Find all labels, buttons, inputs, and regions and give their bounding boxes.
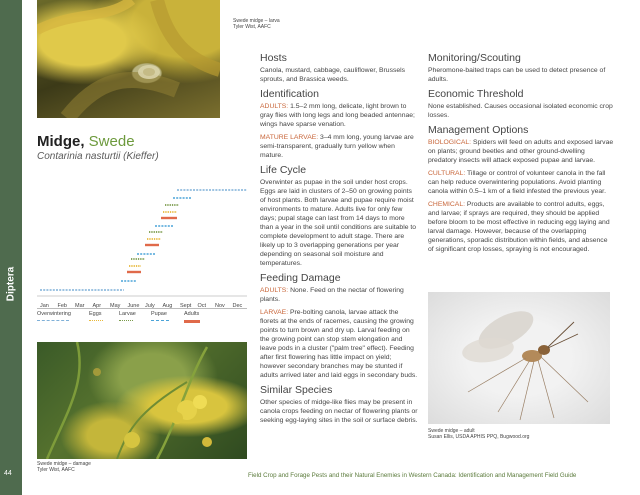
legend-adults: Adults bbox=[184, 311, 200, 317]
month-label-apr: Apr bbox=[92, 303, 102, 309]
life-cycle-text: Overwinter as pupae in the soil under host crops. Eggs are laid in clusters of 2–50 on growing points of host plants. Both larvae and pupae require moist environments to mature. Adults live for only few days; pupal stage can last from 14 days to more than a year in the soil until conditions are suitable to complete development to adult stage. There are likely up to 3 overlapping generations per year depending on seasonal soil moisture and temperatures. bbox=[260, 179, 417, 267]
species-title: Midge, Swede bbox=[37, 133, 135, 150]
similar-species-heading: Similar Species bbox=[260, 384, 333, 396]
legend-overwintering: Overwintering bbox=[37, 311, 71, 317]
pupae-bars bbox=[121, 198, 191, 281]
management-heading: Management Options bbox=[428, 124, 529, 136]
damage-photo bbox=[37, 342, 247, 459]
identification-heading: Identification bbox=[260, 88, 319, 100]
month-label-mar: Mar bbox=[75, 303, 85, 309]
overwintering-bars bbox=[40, 190, 247, 290]
month-label-jan: Jan bbox=[40, 303, 49, 309]
month-label-sept: Sept bbox=[180, 303, 192, 309]
adult-midge-art bbox=[428, 292, 610, 424]
legend-pupae: Pupae bbox=[151, 311, 167, 317]
guide-footer: Field Crop and Forage Pests and their Natural Enemies in Western Canada: Identification and Management Field Guide bbox=[248, 472, 577, 479]
larvae-bars bbox=[131, 205, 179, 259]
legend-eggs: Eggs bbox=[89, 311, 102, 317]
hosts-text: Canola, mustard, cabbage, cauliflower, Brussels sprouts, and Brassica weeds. bbox=[260, 67, 406, 83]
management-cultural: CULTURAL: Tillage or control of volunteer canola in the fall can help reduce overwintering populations. Avoid planting canola within 0.5–1 km of a field infested the previous year. bbox=[428, 170, 606, 195]
damage-photo-caption: Swede midge – damage Tyler Wist, AAFC bbox=[37, 461, 91, 473]
month-label-dec: Dec bbox=[232, 303, 243, 309]
month-label-july: July bbox=[145, 303, 155, 309]
sidebar bbox=[0, 0, 22, 495]
feeding-damage-larvae: LARVAE: Pre-bolting canola, larvae attack the florets at the ends of racemes, causing the growing points to turn brown and dry up. Larval feeding on the growing point can stop stem elongation and leave pods in a cluster ("palm tree" effect). Feeding after first flowering has little impact on yield; however secondary branches may be stunted if adults arrived later and laid eggs in secondary buds. bbox=[260, 309, 418, 379]
hosts-section bbox=[260, 52, 418, 84]
threshold-section bbox=[428, 88, 614, 120]
chart-legend bbox=[37, 308, 247, 326]
management-chemical: CHEMICAL: Products are available to control adults, eggs, and larvae; if sprays are required, they should be applied before bloom to be most effective in reducing egg laying and larval damage. However, because of the overlapping generations, sporadic distribution within fields, and absence of significant crop losses, spraying is not encouraged. bbox=[428, 201, 610, 253]
similar-species-text: Other species of midge-like flies may be present in canola crops feeding on nectar of flowering plants or seeking egg-laying sites in the soil or surface debris. bbox=[260, 399, 418, 424]
left-text-column bbox=[260, 52, 418, 429]
legend-swatch-eggs bbox=[89, 320, 103, 323]
damage-photo-art bbox=[37, 342, 247, 459]
legend-swatch-larvae bbox=[119, 320, 133, 323]
month-label-aug: Aug bbox=[162, 303, 173, 309]
larva-photo bbox=[37, 0, 220, 118]
page-number: 44 bbox=[4, 470, 12, 477]
life-cycle-heading: Life Cycle bbox=[260, 164, 307, 176]
identification-larvae: MATURE LARVAE: 3–4 mm long, young larvae are semi-transparent, gradually turn yellow when mature. bbox=[260, 134, 414, 159]
month-label-may: May bbox=[110, 303, 121, 309]
threshold-text: None established. Causes occasional isolated economic crop losses. bbox=[428, 103, 613, 119]
adult-midge-photo bbox=[428, 292, 610, 424]
management-section bbox=[428, 124, 614, 254]
larva-photo-art bbox=[37, 0, 220, 118]
monitoring-section bbox=[428, 52, 614, 84]
right-text-column bbox=[428, 52, 614, 258]
identification-section bbox=[260, 88, 418, 160]
identification-adults: ADULTS: 1.5–2 mm long, delicate, light brown to gray flies with long legs and long beaded antennae; wings have sparse venation. bbox=[260, 103, 415, 128]
monitoring-heading: Monitoring/Scouting bbox=[428, 52, 521, 64]
month-label-nov: Nov bbox=[215, 303, 225, 309]
threshold-heading: Economic Threshold bbox=[428, 88, 524, 100]
feeding-damage-heading: Feeding Damage bbox=[260, 272, 341, 284]
month-label-feb: Feb bbox=[57, 303, 67, 309]
hosts-heading: Hosts bbox=[260, 52, 287, 64]
legend-swatch-overwintering bbox=[37, 320, 69, 323]
scientific-name: Contarinia nasturtii (Kieffer) bbox=[37, 151, 159, 162]
feeding-damage-adults: ADULTS: None. Feed on the nectar of flowering plants. bbox=[260, 287, 404, 303]
month-label-oct: Oct bbox=[197, 303, 207, 309]
feeding-damage-section bbox=[260, 272, 418, 380]
legend-larvae: Larvae bbox=[119, 311, 136, 317]
life-cycle-section bbox=[260, 164, 418, 268]
order-label: Diptera bbox=[5, 266, 17, 302]
similar-species-section bbox=[260, 384, 418, 425]
monitoring-text: Pheromone-baited traps can be used to detect presence of adults. bbox=[428, 67, 606, 83]
month-label-june: June bbox=[127, 303, 140, 309]
management-biological: BIOLOGICAL: Spiders will feed on adults and exposed larvae on plants; ground beetles and other ground-dwelling predatory insects will attack exposed pupae and larvae. bbox=[428, 139, 614, 164]
legend-swatch-pupae bbox=[151, 320, 169, 323]
life-cycle-chart bbox=[37, 168, 247, 328]
adult-midge-caption: Swede midge – adult Susan Ellis, USDA APHIS PPQ, Bugwood.org bbox=[428, 428, 530, 440]
egg-bars bbox=[129, 212, 177, 266]
legend-swatch-adults bbox=[184, 320, 200, 323]
larva-photo-caption: Swede midge – larva Tyler Wist, AAFC bbox=[233, 18, 280, 30]
